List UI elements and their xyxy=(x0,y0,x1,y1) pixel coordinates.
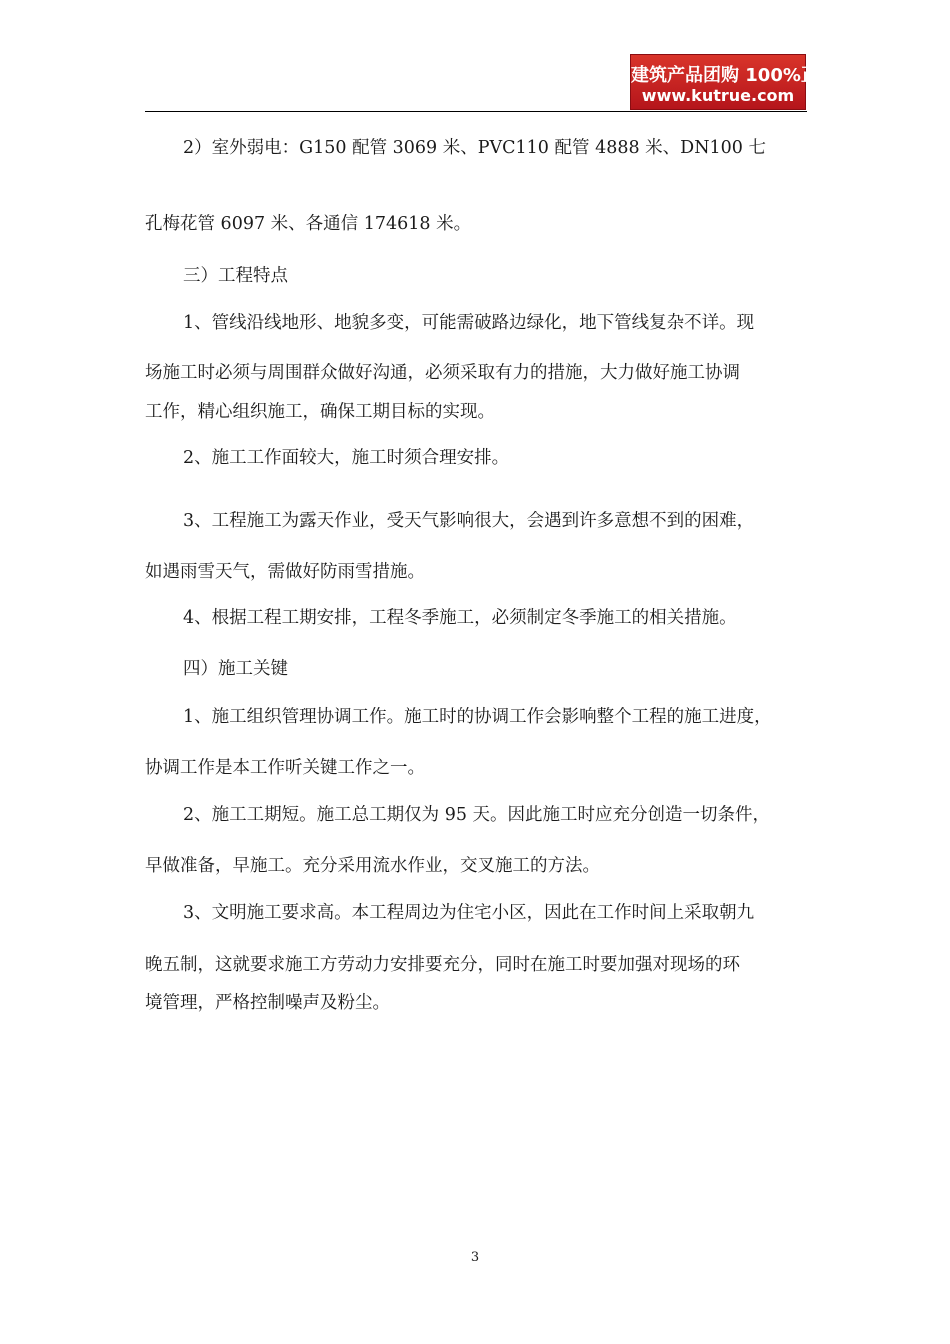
paragraph-line: 2、施工工期短。施工总工期仅为 95 天。因此施工时应充分创造一切条件， xyxy=(183,805,771,825)
logo-url: www.kutrue.com xyxy=(641,86,795,105)
paragraph-line: 协调工作是本工作听关键工作之一。 xyxy=(145,758,425,778)
logo-slogan: 建筑产品团购 100%正品 xyxy=(631,65,837,86)
page-number: 3 xyxy=(470,1250,480,1265)
paragraph-line: 4、根据工程工期安排，工程冬季施工，必须制定冬季施工的相关措施。 xyxy=(183,608,737,628)
paragraph-line: 场施工时必须与周围群众做好沟通，必须采取有力的措施，大力做好施工协调 xyxy=(145,363,740,383)
paragraph-line: 早做准备，早施工。充分采用流水作业，交叉施工的方法。 xyxy=(145,856,600,876)
paragraph-line: 如遇雨雪天气，需做好防雨雪措施。 xyxy=(145,562,425,582)
brand-logo xyxy=(630,54,837,110)
header-divider xyxy=(145,111,807,112)
section-heading: 四）施工关键 xyxy=(183,659,288,679)
paragraph-line: 3、文明施工要求高。本工程周边为住宅小区，因此在工作时间上采取朝九 xyxy=(183,903,755,923)
paragraph-line: 2）室外弱电：G150 配管 3069 米、PVC110 配管 4888 米、DN100 七 xyxy=(183,138,766,158)
paragraph-line: 孔梅花管 6097 米、各通信 174618 米。 xyxy=(145,214,472,234)
paragraph-line: 3、工程施工为露天作业，受天气影响很大，会遇到许多意想不到的困难， xyxy=(183,511,755,531)
paragraph-line: 境管理，严格控制噪声及粉尘。 xyxy=(145,993,390,1013)
paragraph-line: 2、施工工作面较大，施工时须合理安排。 xyxy=(183,448,510,468)
section-heading: 三）工程特点 xyxy=(183,266,288,286)
paragraph-line: 1、施工组织管理协调工作。施工时的协调工作会影响整个工程的施工进度， xyxy=(183,707,772,727)
paragraph-line: 晚五制，这就要求施工方劳动力安排要充分，同时在施工时要加强对现场的环 xyxy=(145,955,740,975)
paragraph-line: 工作，精心组织施工，确保工期目标的实现。 xyxy=(145,402,495,422)
paragraph-line: 1、管线沿线地形、地貌多变，可能需破路边绿化，地下管线复杂不详。现 xyxy=(183,313,755,333)
